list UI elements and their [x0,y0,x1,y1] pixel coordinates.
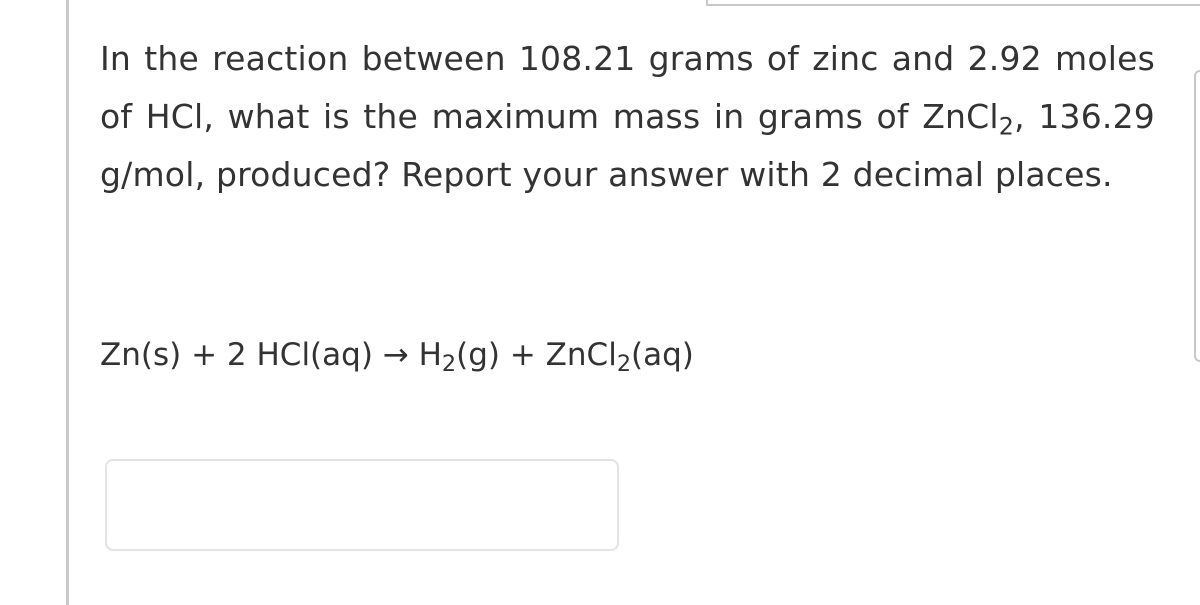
reaction-equation [100,330,694,380]
equation-rhs: (aq) [631,337,694,373]
question-text-part2: , 136.29 g/mol, produced? Report your answer with 2 decimal places. [100,97,1155,194]
equation-zncl2-subscript: 2 [616,351,632,378]
panel-left-border [66,0,69,605]
side-panel-edge [1194,70,1200,362]
top-panel-edge [706,0,1200,6]
question-text-part1: In the reaction between 108.21 grams of zinc and 2.92 moles of HCl, what is the maximum mass in grams of ZnCl [100,39,1155,136]
equation-mid: (g) + ZnCl [456,337,617,373]
equation-lhs: Zn(s) + 2 HCl(aq) → H [100,337,442,373]
question-subscript: 2 [998,112,1015,141]
question-text [100,30,1155,204]
answer-input[interactable] [105,459,619,551]
equation-h2-subscript: 2 [441,351,457,378]
